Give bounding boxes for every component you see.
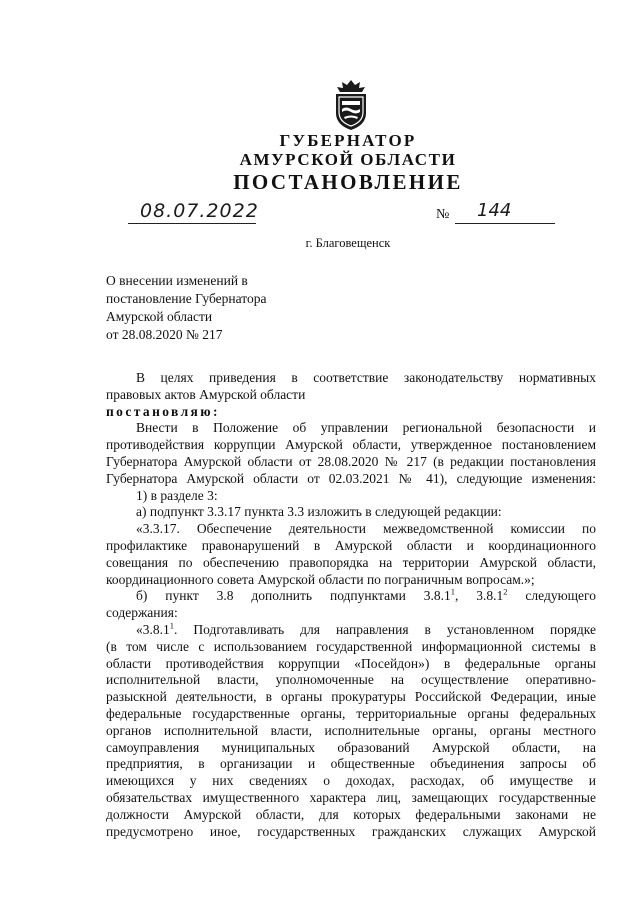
subject-line: постановление Губернатора <box>106 291 267 306</box>
body-line: федеральные государственные органы, территориальные органы федеральных <box>106 705 596 721</box>
coat-of-arms-icon <box>329 79 373 131</box>
body-line: В целях приведения в соответствие законодательству нормативных <box>136 370 596 385</box>
body-line: Губернатора Амурской области от 28.08.2020 № 217 (в редакции постановления <box>106 453 596 469</box>
body-line: противодействия коррупции Амурской области, утвержденное постановлением <box>106 437 596 453</box>
body-line: должности Амурской области, для которых федеральными законами не <box>106 806 596 822</box>
body-line: совещания по обеспечению правопорядка на территории Амурской области, <box>106 554 596 570</box>
document-type: ПОСТАНОВЛЕНИЕ <box>233 170 463 194</box>
body-line: исполнительной власти, уполномоченные на осуществление оперативно- <box>106 672 596 688</box>
body-line: (в том числе с использованием государственной информационной системы в <box>106 638 596 654</box>
body-line: профилактике правонарушений в Амурской области и координационного <box>106 537 596 553</box>
region-title: АМУРСКОЙ ОБЛАСТИ <box>239 150 457 169</box>
subject-block <box>106 272 266 344</box>
superscript: 2 <box>503 586 508 597</box>
governor-title: ГУБЕРНАТОР <box>279 131 417 150</box>
document-body <box>106 370 596 840</box>
city: г. Благовещенск <box>305 236 391 250</box>
body-text: «3.8.1 <box>136 621 170 637</box>
body-line: Внести в Положение об управлении региональной безопасности и <box>136 420 596 436</box>
body-line: имеющихся у них сведениях о доходах, расходах, об имуществе и <box>106 773 596 789</box>
body-line: Губернатора Амурской области от 02.03.2021 № 41), следующие изменения: <box>106 470 596 486</box>
body-line: координационного совета Амурской области по пограничным вопросам.»; <box>106 571 535 587</box>
body-line: содержания: <box>106 605 178 621</box>
body-line: правовых актов Амурской области <box>106 386 306 402</box>
body-text: б) пункт 3.8 дополнить подпунктами 3.8.1 <box>136 588 451 604</box>
body-line <box>106 622 596 639</box>
body-text: , 3.8.1 <box>454 588 504 604</box>
number-sign: № <box>436 207 450 222</box>
body-line: области противодействия коррупции «Посейдон») в федеральные органы <box>106 655 596 671</box>
body-line: предприятия, в организации и общественные объединения запросы об <box>106 756 596 772</box>
body-line: а) подпункт 3.3.17 пункта 3.3 изложить в следующей редакции: <box>136 504 502 520</box>
superscript: 1 <box>450 586 455 597</box>
subject-line: О внесении изменений в <box>106 273 248 288</box>
body-text: следующего <box>507 588 596 604</box>
date-underline <box>128 223 256 224</box>
superscript: 1 <box>169 620 174 631</box>
subject-line: Амурской области <box>106 309 213 324</box>
handwritten-number: 144 <box>477 200 512 221</box>
body-line: обязательствах имущественного характера лиц, замещающих государственные <box>106 789 596 805</box>
body-text: . Подготавливать для направления в установленном порядке <box>174 621 596 637</box>
handwritten-date: 08.07.2022 <box>140 200 259 222</box>
number-underline <box>455 223 555 224</box>
body-line: органов исполнительной власти, исполнительные органы, органы местного <box>106 722 596 738</box>
body-line: 1) в разделе 3: <box>136 487 218 503</box>
body-line: самоуправления муниципальных образований Амурской области, на <box>106 739 596 755</box>
resolves-keyword: постановляю: <box>106 403 220 419</box>
body-line: разыскной деятельности, в органы прокуратуры Российской Федерации, иные <box>106 689 596 705</box>
body-line: предусмотрено иное, государственных гражданских служащих Амурской <box>106 823 596 839</box>
body-line: «3.3.17. Обеспечение деятельности межведомственной комиссии по <box>136 521 596 537</box>
body-line <box>106 588 596 605</box>
subject-line: от 28.08.2020 № 217 <box>106 327 223 342</box>
